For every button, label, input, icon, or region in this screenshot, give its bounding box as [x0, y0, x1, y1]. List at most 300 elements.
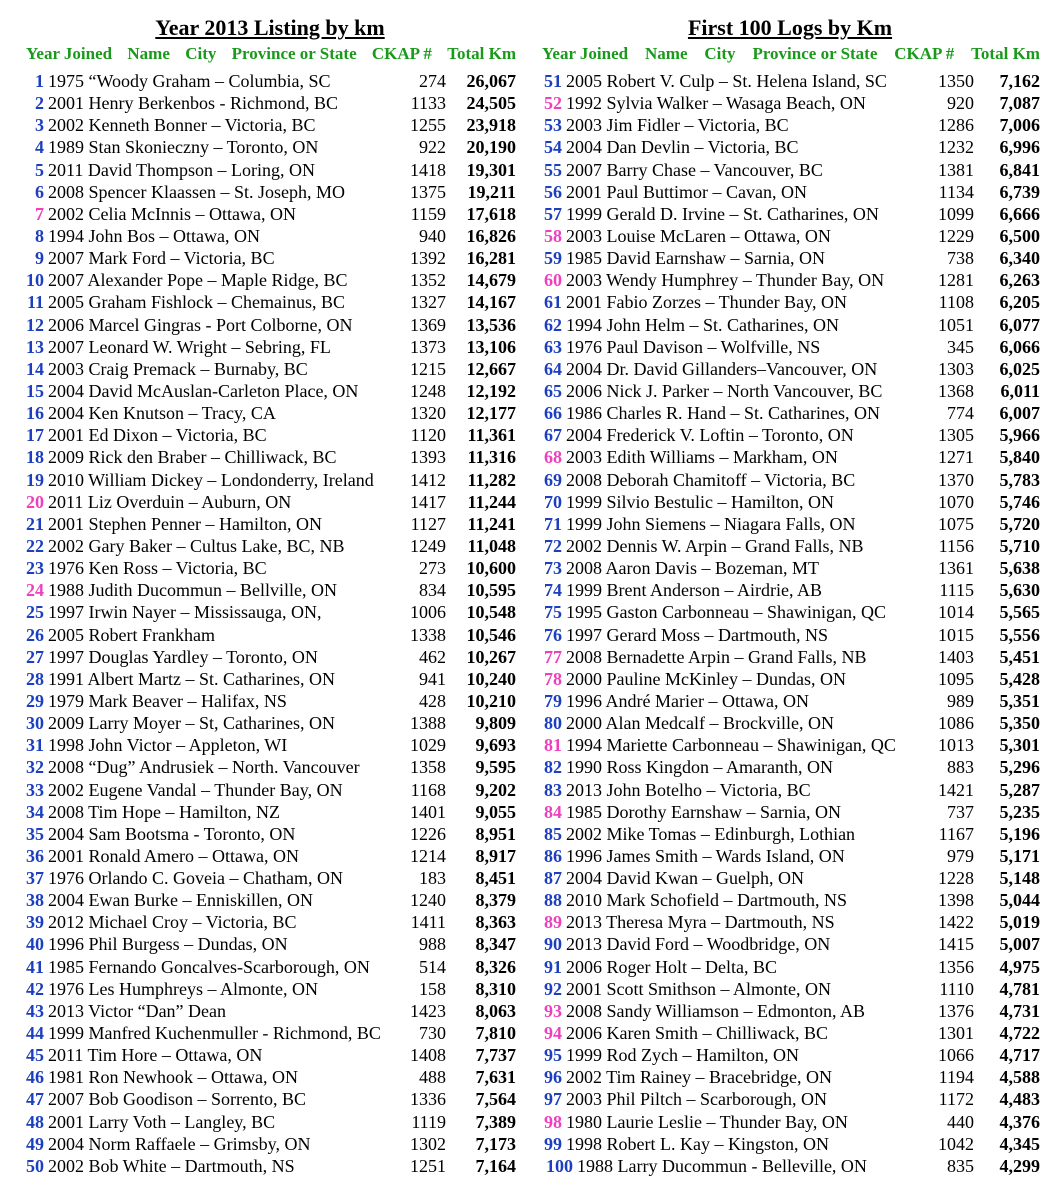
total-km: 11,361: [467, 425, 516, 446]
total-km: 8,451: [475, 868, 516, 889]
total-km: 6,841: [999, 159, 1040, 180]
member-entry: 2009 Rick den Braber – Chilliwack, BC: [48, 447, 337, 468]
total-km: 5,196: [999, 823, 1040, 844]
list-item: [540, 712, 1040, 734]
list-item: [540, 424, 1040, 446]
member-entry: 2011 Liz Overduin – Auburn, ON: [48, 491, 292, 512]
header-name: Name: [645, 44, 688, 63]
total-km: 13,106: [466, 336, 516, 357]
rank-number: 14: [26, 358, 44, 379]
ckap-number: 1167: [938, 823, 974, 844]
list-item: [540, 247, 1040, 269]
rank-number: 46: [26, 1067, 44, 1088]
ckap-number: 1376: [938, 1000, 974, 1021]
total-km: 6,263: [999, 270, 1040, 291]
total-km: 6,066: [999, 336, 1040, 357]
list-item: [540, 336, 1040, 358]
ckap-number: 979: [947, 845, 974, 866]
rank-number: 38: [26, 890, 44, 911]
member-entry: 2013 David Ford – Woodbridge, ON: [566, 934, 831, 955]
list-item: [540, 380, 1040, 402]
total-km: 16,281: [466, 248, 516, 269]
rank-number: 26: [26, 624, 44, 645]
total-km: 8,310: [475, 978, 516, 999]
rank-number: 11: [26, 292, 44, 313]
total-km: 5,638: [999, 558, 1040, 579]
list-item: [24, 380, 516, 402]
member-entry: 2006 Karen Smith – Chilliwack, BC: [566, 1023, 828, 1044]
list-item: [24, 535, 516, 557]
member-entry: 1997 Irwin Nayer – Mississauga, ON,: [48, 602, 322, 623]
rank-number: 19: [26, 469, 44, 490]
header-province: Province or State: [231, 44, 357, 63]
list-item: [24, 247, 516, 269]
list-item: [24, 756, 516, 778]
total-km: 8,379: [475, 890, 516, 911]
member-entry: 1976 Les Humphreys – Almonte, ON: [48, 978, 318, 999]
rank-number: 53: [544, 115, 562, 136]
total-km: 6,996: [999, 137, 1040, 158]
member-entry: 2009 Larry Moyer – St, Catharines, ON: [48, 713, 335, 734]
header-province: Province or State: [752, 44, 878, 63]
member-entry: 2004 Dr. David Gillanders–Vancouver, ON: [566, 358, 878, 379]
member-entry: 2008 Sandy Williamson – Edmonton, AB: [566, 1000, 865, 1021]
list-item: [24, 956, 516, 978]
rank-number: 70: [544, 491, 562, 512]
ckap-number: 488: [419, 1067, 446, 1088]
ckap-number: 1133: [410, 93, 446, 114]
member-entry: 2001 Paul Buttimor – Cavan, ON: [566, 181, 807, 202]
rank-number: 82: [544, 757, 562, 778]
ckap-number: 1029: [410, 735, 446, 756]
total-km: 7,737: [475, 1045, 516, 1066]
member-entry: 2004 David Kwan – Guelph, ON: [566, 868, 804, 889]
ckap-number: 1086: [938, 713, 974, 734]
rank-number: 91: [544, 956, 562, 977]
total-km: 6,340: [999, 248, 1040, 269]
total-km: 5,007: [999, 934, 1040, 955]
list-item: [24, 579, 516, 601]
ckap-number: 1421: [938, 779, 974, 800]
ckap-number: 1172: [938, 1089, 974, 1110]
ckap-number: 1006: [410, 602, 446, 623]
right-listing: [540, 70, 1040, 1177]
total-km: 4,731: [999, 1000, 1040, 1021]
ckap-number: 1099: [938, 203, 974, 224]
rank-number: 51: [544, 71, 562, 91]
ckap-number: 1134: [938, 181, 974, 202]
total-km: 12,192: [466, 380, 516, 401]
total-km: 10,546: [466, 624, 516, 645]
rank-number: 12: [26, 314, 44, 335]
rank-number: 48: [26, 1111, 44, 1132]
list-item: [24, 424, 516, 446]
ckap-number: 1423: [410, 1000, 446, 1021]
total-km: 6,007: [999, 403, 1040, 424]
list-item: [540, 114, 1040, 136]
list-item: [540, 690, 1040, 712]
total-km: 9,202: [475, 779, 516, 800]
total-km: 11,282: [467, 469, 516, 490]
member-entry: 1986 Charles R. Hand – St. Catharines, ON: [566, 403, 880, 424]
member-entry: 1992 Sylvia Walker – Wasaga Beach, ON: [566, 93, 866, 114]
ckap-number: 1115: [939, 580, 974, 601]
ckap-number: 1119: [411, 1111, 446, 1132]
ckap-number: 1417: [410, 491, 446, 512]
ckap-number: 920: [947, 93, 974, 114]
ckap-number: 1302: [410, 1133, 446, 1154]
rank-number: 66: [544, 403, 562, 424]
list-item: [24, 712, 516, 734]
member-entry: 2013 John Botelho – Victoria, BC: [566, 779, 811, 800]
rank-number: 16: [26, 403, 44, 424]
list-item: [540, 1000, 1040, 1022]
header-total-km: Total Km: [447, 44, 516, 63]
total-km: 17,618: [466, 203, 516, 224]
rank-number: 31: [26, 735, 44, 756]
list-item: [540, 535, 1040, 557]
list-item: [540, 867, 1040, 889]
member-entry: 1981 Ron Newhook – Ottawa, ON: [48, 1067, 298, 1088]
rank-number: 7: [35, 203, 44, 224]
member-entry: 2002 Dennis W. Arpin – Grand Falls, NB: [566, 535, 864, 556]
rank-number: 42: [26, 978, 44, 999]
ckap-number: 1251: [410, 1155, 446, 1176]
list-item: [540, 601, 1040, 623]
ckap-number: 1398: [938, 890, 974, 911]
total-km: 6,077: [999, 314, 1040, 335]
member-entry: 2002 Bob White – Dartmouth, NS: [48, 1155, 295, 1176]
rank-number: 27: [26, 646, 44, 667]
member-entry: 1985 Fernando Goncalves-Scarborough, ON: [48, 956, 370, 977]
total-km: 5,296: [999, 757, 1040, 778]
member-entry: 1990 Ross Kingdon – Amaranth, ON: [566, 757, 833, 778]
member-entry: 1996 André Marier – Ottawa, ON: [566, 690, 809, 711]
total-km: 5,235: [999, 801, 1040, 822]
list-item: [540, 779, 1040, 801]
list-item: [24, 1088, 516, 1110]
ckap-number: 1095: [938, 668, 974, 689]
list-item: [24, 668, 516, 690]
rank-number: 55: [544, 159, 562, 180]
list-item: [540, 159, 1040, 181]
ckap-number: 1240: [410, 890, 446, 911]
list-item: [24, 978, 516, 1000]
ckap-number: 1248: [410, 380, 446, 401]
rank-number: 50: [26, 1155, 44, 1176]
rank-number: 39: [26, 912, 44, 933]
ckap-number: 1110: [939, 978, 974, 999]
total-km: 9,055: [475, 801, 516, 822]
rank-number: 56: [544, 181, 562, 202]
list-item: [540, 1022, 1040, 1044]
rank-number: 100: [546, 1155, 573, 1176]
total-km: 6,205: [999, 292, 1040, 313]
total-km: 7,162: [999, 71, 1040, 91]
rank-number: 85: [544, 823, 562, 844]
member-entry: 2006 Roger Holt – Delta, BC: [566, 956, 777, 977]
list-item: [24, 114, 516, 136]
list-item: [540, 845, 1040, 867]
member-entry: 1985 David Earnshaw – Sarnia, ON: [566, 248, 825, 269]
rank-number: 34: [26, 801, 44, 822]
member-entry: 2007 Mark Ford – Victoria, BC: [48, 248, 275, 269]
member-entry: 1995 Gaston Carbonneau – Shawinigan, QC: [566, 602, 886, 623]
ckap-number: 1303: [938, 358, 974, 379]
ckap-number: 1108: [938, 292, 974, 313]
list-item: [24, 557, 516, 579]
total-km: 5,966: [999, 425, 1040, 446]
ckap-number: 1369: [410, 314, 446, 335]
ckap-number: 1271: [938, 447, 974, 468]
rank-number: 88: [544, 890, 562, 911]
header-ckap: CKAP #: [894, 44, 955, 63]
rank-number: 36: [26, 845, 44, 866]
member-entry: 1999 Silvio Bestulic – Hamilton, ON: [566, 491, 834, 512]
total-km: 5,351: [999, 690, 1040, 711]
rank-number: 96: [544, 1067, 562, 1088]
member-entry: 1994 Mariette Carbonneau – Shawinigan, QC: [566, 735, 896, 756]
member-entry: 2003 Craig Premack – Burnaby, BC: [48, 358, 308, 379]
right-header: [540, 42, 1040, 66]
member-entry: 2001 Stephen Penner – Hamilton, ON: [48, 513, 322, 534]
rank-number: 37: [26, 868, 44, 889]
member-entry: 2008 Spencer Klaassen – St. Joseph, MO: [48, 181, 345, 202]
member-entry: 1997 Gerard Moss – Dartmouth, NS: [566, 624, 828, 645]
member-entry: 2001 Henry Berkenbos - Richmond, BC: [48, 93, 338, 114]
ckap-number: 345: [947, 336, 974, 357]
list-item: [24, 314, 516, 336]
list-item: [540, 446, 1040, 468]
rank-number: 93: [544, 1000, 562, 1021]
total-km: 13,536: [466, 314, 516, 335]
rank-number: 57: [544, 203, 562, 224]
total-km: 12,667: [466, 358, 516, 379]
rank-number: 32: [26, 757, 44, 778]
member-entry: 1980 Laurie Leslie – Thunder Bay, ON: [566, 1111, 848, 1132]
ckap-number: 1350: [938, 71, 974, 91]
ckap-number: 1226: [410, 823, 446, 844]
ckap-number: 1301: [938, 1023, 974, 1044]
member-entry: 2001 Ronald Amero – Ottawa, ON: [48, 845, 299, 866]
rank-number: 84: [544, 801, 562, 822]
member-entry: 2004 Ken Knutson – Tracy, CA: [48, 403, 276, 424]
ckap-number: 183: [419, 868, 446, 889]
ckap-number: 462: [419, 646, 446, 667]
rank-number: 90: [544, 934, 562, 955]
rank-number: 8: [35, 225, 44, 246]
member-entry: 1989 Stan Skonieczny – Toronto, ON: [48, 137, 319, 158]
ckap-number: 883: [947, 757, 974, 778]
list-item: [24, 513, 516, 535]
rank-number: 6: [35, 181, 44, 202]
ckap-number: 1370: [938, 469, 974, 490]
total-km: 8,347: [475, 934, 516, 955]
ckap-number: 1015: [938, 624, 974, 645]
member-entry: 2010 Mark Schofield – Dartmouth, NS: [566, 890, 847, 911]
ckap-number: 922: [419, 137, 446, 158]
member-entry: 2008 Deborah Chamitoff – Victoria, BC: [566, 469, 856, 490]
total-km: 6,666: [999, 203, 1040, 224]
list-item: [540, 1066, 1040, 1088]
member-entry: 1988 Judith Ducommun – Bellville, ON: [48, 580, 337, 601]
total-km: 10,240: [466, 668, 516, 689]
rank-number: 47: [26, 1089, 44, 1110]
rank-number: 65: [544, 380, 562, 401]
member-entry: 2005 Robert V. Culp – St. Helena Island, SC: [566, 71, 887, 91]
rank-number: 45: [26, 1045, 44, 1066]
ckap-number: 1368: [938, 380, 974, 401]
ckap-number: 1422: [938, 912, 974, 933]
member-entry: 1991 Albert Martz – St. Catharines, ON: [48, 668, 335, 689]
rank-number: 54: [544, 137, 562, 158]
total-km: 5,451: [999, 646, 1040, 667]
member-entry: 1976 Paul Davison – Wolfville, NS: [566, 336, 821, 357]
list-item: [540, 1133, 1040, 1155]
member-entry: 1999 Manfred Kuchenmuller - Richmond, BC: [48, 1023, 381, 1044]
total-km: 11,048: [467, 535, 516, 556]
rank-number: 83: [544, 779, 562, 800]
ckap-number: 1168: [410, 779, 446, 800]
total-km: 8,326: [475, 956, 516, 977]
member-entry: 2004 David McAuslan-Carleton Place, ON: [48, 380, 359, 401]
rank-number: 61: [544, 292, 562, 313]
list-item: [540, 889, 1040, 911]
list-item: [540, 291, 1040, 313]
member-entry: 2004 Dan Devlin – Victoria, BC: [566, 137, 799, 158]
member-entry: 2000 Alan Medcalf – Brockville, ON: [566, 713, 834, 734]
rank-number: 23: [26, 558, 44, 579]
total-km: 4,299: [999, 1155, 1040, 1176]
rank-number: 4: [35, 137, 44, 158]
ckap-number: 1375: [410, 181, 446, 202]
ckap-number: 941: [419, 668, 446, 689]
member-entry: 1999 Rod Zych – Hamilton, ON: [566, 1045, 799, 1066]
member-entry: 2010 William Dickey – Londonderry, Ireland: [48, 469, 374, 490]
member-entry: 2008 “Dug” Andrusiek – North. Vancouver: [48, 757, 360, 778]
ckap-number: 1403: [938, 646, 974, 667]
member-entry: 2002 Kenneth Bonner – Victoria, BC: [48, 115, 316, 136]
rank-number: 20: [26, 491, 44, 512]
list-item: [24, 1066, 516, 1088]
header-year: Year Joined: [542, 44, 629, 63]
ckap-number: 1194: [938, 1067, 974, 1088]
ckap-number: 1281: [938, 270, 974, 291]
list-item: [540, 1044, 1040, 1066]
list-item: [24, 734, 516, 756]
total-km: 5,710: [999, 535, 1040, 556]
list-item: [540, 1111, 1040, 1133]
rank-number: 67: [544, 425, 562, 446]
member-entry: 2000 Pauline McKinley – Dundas, ON: [566, 668, 846, 689]
rank-number: 77: [544, 646, 562, 667]
total-km: 11,316: [467, 447, 516, 468]
list-item: [540, 624, 1040, 646]
total-km: 8,917: [475, 845, 516, 866]
ckap-number: 1356: [938, 956, 974, 977]
member-entry: 2008 Tim Hope – Hamilton, NZ: [48, 801, 281, 822]
rank-number: 52: [544, 93, 562, 114]
ckap-number: 738: [947, 248, 974, 269]
rank-number: 60: [544, 270, 562, 291]
list-item: [540, 314, 1040, 336]
rank-number: 49: [26, 1133, 44, 1154]
list-item: [540, 469, 1040, 491]
right-title: First 100 Logs by Km: [687, 15, 893, 40]
rank-number: 35: [26, 823, 44, 844]
list-item: [24, 446, 516, 468]
list-item: [540, 734, 1040, 756]
total-km: 7,173: [475, 1133, 516, 1154]
total-km: 6,025: [999, 358, 1040, 379]
rank-number: 74: [544, 580, 562, 601]
ckap-number: 1352: [410, 270, 446, 291]
member-entry: 2005 Graham Fishlock – Chemainus, BC: [48, 292, 345, 313]
ckap-number: 1361: [938, 558, 974, 579]
rank-number: 78: [544, 668, 562, 689]
ckap-number: 1415: [938, 934, 974, 955]
rank-number: 43: [26, 1000, 44, 1021]
ckap-number: 274: [419, 71, 446, 91]
list-item: [540, 956, 1040, 978]
list-item: [24, 601, 516, 623]
total-km: 7,389: [475, 1111, 516, 1132]
list-item: [24, 690, 516, 712]
total-km: 14,167: [466, 292, 516, 313]
rank-number: 86: [544, 845, 562, 866]
list-item: [540, 646, 1040, 668]
member-entry: 1976 Orlando C. Goveia – Chatham, ON: [48, 868, 343, 889]
member-entry: 1999 Brent Anderson – Airdrie, AB: [566, 580, 822, 601]
list-item: [24, 402, 516, 424]
header-ckap: CKAP #: [371, 44, 432, 63]
total-km: 5,840: [999, 447, 1040, 468]
rank-number: 25: [26, 602, 44, 623]
header-total-km: Total Km: [971, 44, 1040, 63]
total-km: 26,067: [466, 71, 516, 91]
member-entry: 2006 Nick J. Parker – North Vancouver, BC: [566, 380, 883, 401]
list-item: [24, 1133, 516, 1155]
member-entry: 2003 Jim Fidler – Victoria, BC: [566, 115, 789, 136]
rank-number: 94: [544, 1023, 562, 1044]
total-km: 5,148: [999, 868, 1040, 889]
ckap-number: 1286: [938, 115, 974, 136]
list-item: [24, 491, 516, 513]
header-year: Year Joined: [26, 44, 113, 63]
rank-number: 1: [35, 71, 44, 91]
member-entry: 2007 Alexander Pope – Maple Ridge, BC: [48, 270, 348, 291]
rank-number: 22: [26, 535, 44, 556]
member-entry: 2013 Victor “Dan” Dean: [48, 1000, 227, 1021]
list-item: [540, 70, 1040, 92]
ckap-number: 1327: [410, 292, 446, 313]
total-km: 5,720: [999, 513, 1040, 534]
ckap-number: 514: [419, 956, 446, 977]
member-entry: 1975 “Woody Graham – Columbia, SC: [48, 71, 331, 91]
list-item: [540, 933, 1040, 955]
member-entry: 1994 John Helm – St. Catharines, ON: [566, 314, 839, 335]
list-item: [24, 823, 516, 845]
list-item: [24, 1000, 516, 1022]
total-km: 10,210: [466, 690, 516, 711]
ckap-number: 989: [947, 690, 974, 711]
member-entry: 1996 James Smith – Wards Island, ON: [566, 845, 845, 866]
total-km: 5,565: [999, 602, 1040, 623]
ckap-number: 1388: [410, 713, 446, 734]
total-km: 5,044: [999, 890, 1040, 911]
member-entry: 2004 Ewan Burke – Enniskillen, ON: [48, 890, 313, 911]
ckap-number: 1411: [410, 912, 446, 933]
